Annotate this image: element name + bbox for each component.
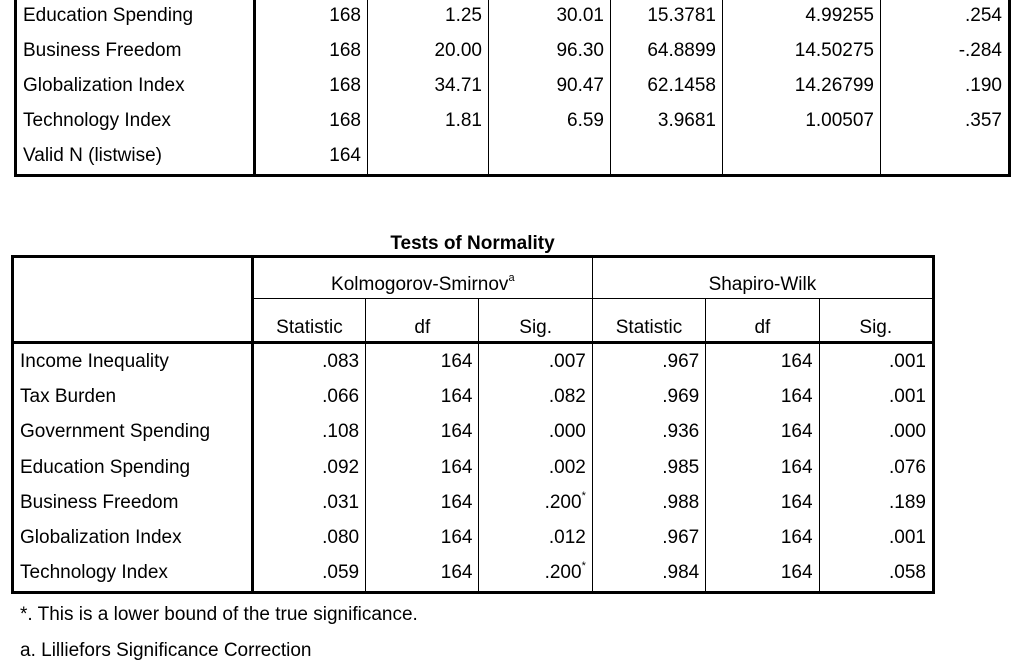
cell-ks-df: 164 xyxy=(366,450,479,485)
descriptive-statistics-table xyxy=(14,0,1011,177)
cell-ks-sig xyxy=(479,450,592,485)
table-row xyxy=(16,68,1010,103)
cell-sw-sig: .000 xyxy=(889,421,926,443)
col-header-df: df xyxy=(706,299,819,343)
cell-n: 168 xyxy=(255,68,368,103)
cell-max: 30.01 xyxy=(489,0,611,33)
ks-sig-value: .002 xyxy=(548,456,586,478)
cell-sw-sig: .076 xyxy=(889,456,926,478)
row-label: Business Freedom xyxy=(13,485,253,520)
cell-min xyxy=(368,139,489,176)
cell-sw-df: 164 xyxy=(706,415,819,450)
cell-sd: 4.99255 xyxy=(723,0,881,33)
cell-ks-df: 164 xyxy=(366,520,479,555)
cell-max: 90.47 xyxy=(489,68,611,103)
cell-ks-sig xyxy=(479,379,592,414)
cell-sw-df: 164 xyxy=(706,556,819,593)
cell-n: 168 xyxy=(255,0,368,33)
footnote-star: *. This is a lower bound of the true significance. xyxy=(20,604,418,625)
cell-sd xyxy=(723,139,881,176)
cell-ks-df: 164 xyxy=(366,556,479,593)
cell-skew xyxy=(881,139,1010,176)
cell-sw-statistic: .984 xyxy=(592,556,705,593)
cell-skew: .254 xyxy=(881,0,1010,33)
cell-sd: 14.26799 xyxy=(723,68,881,103)
table-row xyxy=(13,485,934,520)
cell-n: 164 xyxy=(255,139,368,176)
cell-ks-sig xyxy=(479,415,592,450)
table-row xyxy=(13,415,934,450)
ks-sig-value: .012 xyxy=(548,527,586,549)
cell-ks-statistic: .108 xyxy=(252,415,365,450)
cell-min: 1.25 xyxy=(368,0,489,33)
cell-mean xyxy=(611,139,723,176)
col-header-sig: Sig. xyxy=(479,299,592,343)
cell-ks-df: 164 xyxy=(366,485,479,520)
cell-n: 168 xyxy=(255,104,368,139)
cell-ks-df: 164 xyxy=(366,379,479,414)
row-label: Government Spending xyxy=(13,415,253,450)
cell-ks-df: 164 xyxy=(366,343,479,380)
empty-corner-cell xyxy=(13,257,253,299)
col-header-statistic: Statistic xyxy=(252,299,365,343)
row-label: Income Inequality xyxy=(13,343,253,380)
ks-sig-value: .200 xyxy=(544,562,582,584)
table-row xyxy=(13,379,934,414)
table-row xyxy=(13,343,934,380)
table-row xyxy=(13,520,934,555)
cell-ks-df: 164 xyxy=(366,415,479,450)
cell-sw-df: 164 xyxy=(706,343,819,380)
cell-ks-statistic: .059 xyxy=(252,556,365,593)
table-row xyxy=(13,556,934,593)
cell-mean: 62.1458 xyxy=(611,68,723,103)
cell-sd: 14.50275 xyxy=(723,33,881,68)
cell-sw-df: 164 xyxy=(706,485,819,520)
ks-sig-footnote-mark: * xyxy=(581,489,586,502)
cell-sw-sig: .189 xyxy=(889,491,926,513)
ks-sig-value: .000 xyxy=(548,421,586,443)
cell-skew: .357 xyxy=(881,104,1010,139)
cell-max xyxy=(489,139,611,176)
cell-sw-sig: .001 xyxy=(889,527,926,549)
cell-ks-statistic: .092 xyxy=(252,450,365,485)
cell-ks-statistic: .031 xyxy=(252,485,365,520)
col-header-sig: Sig. xyxy=(819,299,933,343)
cell-ks-sig xyxy=(479,520,592,555)
cell-ks-sig xyxy=(479,485,592,520)
col-header-df: df xyxy=(366,299,479,343)
cell-skew: .190 xyxy=(881,68,1010,103)
cell-sw-df: 164 xyxy=(706,450,819,485)
cell-sw-statistic: .985 xyxy=(592,450,705,485)
table-row xyxy=(16,0,1010,33)
ks-sig-value: .082 xyxy=(548,385,586,407)
cell-mean: 64.8899 xyxy=(611,33,723,68)
cell-sw-df: 164 xyxy=(706,379,819,414)
footnote-a: a. Lilliefors Significance Correction xyxy=(20,640,312,661)
row-label: Tax Burden xyxy=(13,379,253,414)
row-label: Globalization Index xyxy=(16,68,255,103)
cell-sw-df: 164 xyxy=(706,520,819,555)
row-label: Valid N (listwise) xyxy=(16,139,255,176)
row-label: Business Freedom xyxy=(16,33,255,68)
normality-table-title: Tests of Normality xyxy=(390,233,555,254)
cell-n: 168 xyxy=(255,33,368,68)
cell-sw-statistic: .936 xyxy=(592,415,705,450)
row-label: Globalization Index xyxy=(13,520,253,555)
empty-corner-cell xyxy=(13,299,253,343)
cell-ks-statistic: .066 xyxy=(252,379,365,414)
cell-mean: 15.3781 xyxy=(611,0,723,33)
table-row xyxy=(16,33,1010,68)
row-label: Technology Index xyxy=(13,556,253,593)
cell-sw-sig: .058 xyxy=(889,562,926,584)
cell-sw-sig: .001 xyxy=(889,350,926,372)
row-label: Education Spending xyxy=(16,0,255,33)
table-row xyxy=(16,104,1010,139)
cell-sw-statistic: .967 xyxy=(592,343,705,380)
table-row xyxy=(16,139,1010,176)
sw-group-header: Shapiro-Wilk xyxy=(592,257,933,299)
tests-of-normality-table xyxy=(11,255,935,594)
cell-sw-sig: .001 xyxy=(889,385,926,407)
ks-sig-value: .200 xyxy=(544,491,582,513)
cell-min: 1.81 xyxy=(368,104,489,139)
cell-min: 20.00 xyxy=(368,33,489,68)
row-label: Technology Index xyxy=(16,104,255,139)
cell-sw-statistic: .969 xyxy=(592,379,705,414)
cell-ks-statistic: .080 xyxy=(252,520,365,555)
ks-sig-footnote-mark: * xyxy=(581,560,586,573)
cell-ks-sig xyxy=(479,556,592,593)
cell-skew: -.284 xyxy=(881,33,1010,68)
cell-mean: 3.9681 xyxy=(611,104,723,139)
cell-max: 96.30 xyxy=(489,33,611,68)
cell-sd: 1.00507 xyxy=(723,104,881,139)
cell-ks-statistic: .083 xyxy=(252,343,365,380)
cell-max: 6.59 xyxy=(489,104,611,139)
table-row xyxy=(13,450,934,485)
ks-group-header: Kolmogorov-Smirnov$^a$ xyxy=(252,257,592,299)
ks-sig-value: .007 xyxy=(548,350,586,372)
cell-ks-sig xyxy=(479,343,592,380)
cell-sw-statistic: .967 xyxy=(592,520,705,555)
cell-min: 34.71 xyxy=(368,68,489,103)
cell-sw-statistic: .988 xyxy=(592,485,705,520)
col-header-statistic: Statistic xyxy=(592,299,705,343)
row-label: Education Spending xyxy=(13,450,253,485)
